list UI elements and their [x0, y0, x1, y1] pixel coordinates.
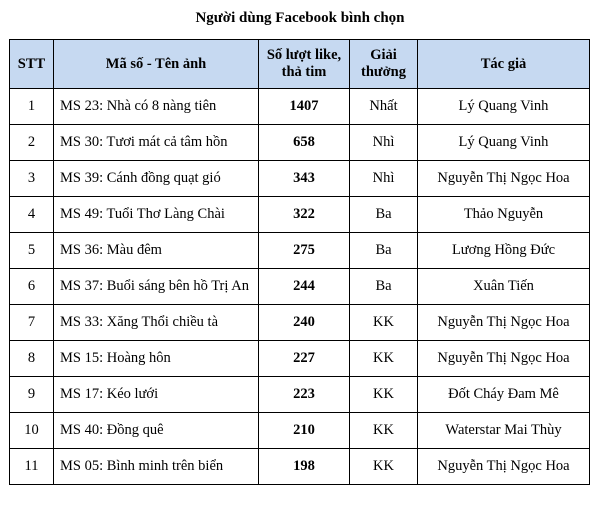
- table-row: [10, 341, 590, 377]
- cell-name: MS 17: Kéo lưới: [54, 377, 259, 413]
- cell-author: Lý Quang Vinh: [418, 89, 590, 125]
- cell-prize: KK: [350, 341, 418, 377]
- table-row: [10, 197, 590, 233]
- cell-likes: 240: [259, 305, 350, 341]
- cell-likes: 223: [259, 377, 350, 413]
- table-row: [10, 125, 590, 161]
- table-row: [10, 305, 590, 341]
- cell-name: MS 37: Buổi sáng bên hồ Trị An: [54, 269, 259, 305]
- cell-likes: 210: [259, 413, 350, 449]
- header-row: [10, 40, 590, 89]
- cell-name: MS 40: Đồng quê: [54, 413, 259, 449]
- cell-stt: 3: [10, 161, 54, 197]
- cell-prize: KK: [350, 449, 418, 485]
- cell-name: MS 33: Xăng Thổi chiều tà: [54, 305, 259, 341]
- cell-name: MS 23: Nhà có 8 nàng tiên: [54, 89, 259, 125]
- cell-likes: 658: [259, 125, 350, 161]
- cell-prize: Nhì: [350, 161, 418, 197]
- header-likes: Số lượt like, thả tim: [259, 40, 350, 89]
- cell-prize: Ba: [350, 269, 418, 305]
- cell-stt: 5: [10, 233, 54, 269]
- header-stt: STT: [10, 40, 54, 89]
- vote-results-table: [9, 39, 590, 485]
- table-row: [10, 449, 590, 485]
- cell-stt: 8: [10, 341, 54, 377]
- header-prize: Giải thưởng: [350, 40, 418, 89]
- cell-prize: KK: [350, 413, 418, 449]
- cell-prize: Ba: [350, 197, 418, 233]
- cell-prize: KK: [350, 305, 418, 341]
- cell-name: MS 36: Màu đêm: [54, 233, 259, 269]
- cell-stt: 4: [10, 197, 54, 233]
- cell-stt: 9: [10, 377, 54, 413]
- cell-author: Nguyễn Thị Ngọc Hoa: [418, 449, 590, 485]
- cell-prize: Ba: [350, 233, 418, 269]
- cell-author: Xuân Tiến: [418, 269, 590, 305]
- cell-name: MS 49: Tuổi Thơ Làng Chài: [54, 197, 259, 233]
- cell-name: MS 30: Tươi mát cả tâm hồn: [54, 125, 259, 161]
- header-author: Tác giả: [418, 40, 590, 89]
- cell-name: MS 15: Hoàng hôn: [54, 341, 259, 377]
- cell-stt: 2: [10, 125, 54, 161]
- table-row: [10, 233, 590, 269]
- cell-author: Lý Quang Vinh: [418, 125, 590, 161]
- cell-likes: 198: [259, 449, 350, 485]
- table-title: Người dùng Facebook bình chọn: [195, 10, 405, 26]
- cell-prize: Nhất: [350, 89, 418, 125]
- cell-author: Nguyễn Thị Ngọc Hoa: [418, 305, 590, 341]
- cell-stt: 7: [10, 305, 54, 341]
- cell-author: Lương Hồng Đức: [418, 233, 590, 269]
- cell-author: Đốt Cháy Đam Mê: [418, 377, 590, 413]
- cell-stt: 6: [10, 269, 54, 305]
- cell-stt: 1: [10, 89, 54, 125]
- cell-author: Thảo Nguyễn: [418, 197, 590, 233]
- cell-name: MS 39: Cánh đồng quạt gió: [54, 161, 259, 197]
- table-row: [10, 161, 590, 197]
- cell-likes: 322: [259, 197, 350, 233]
- cell-author: Nguyễn Thị Ngọc Hoa: [418, 161, 590, 197]
- table-row: [10, 269, 590, 305]
- table-body: [10, 89, 590, 485]
- cell-likes: 244: [259, 269, 350, 305]
- cell-likes: 227: [259, 341, 350, 377]
- cell-likes: 1407: [259, 89, 350, 125]
- cell-likes: 275: [259, 233, 350, 269]
- cell-prize: Nhì: [350, 125, 418, 161]
- header-name: Mã số - Tên ảnh: [54, 40, 259, 89]
- table-row: [10, 377, 590, 413]
- table-row: [10, 89, 590, 125]
- cell-likes: 343: [259, 161, 350, 197]
- table-row: [10, 413, 590, 449]
- cell-author: Waterstar Mai Thùy: [418, 413, 590, 449]
- cell-stt: 11: [10, 449, 54, 485]
- cell-stt: 10: [10, 413, 54, 449]
- cell-author: Nguyễn Thị Ngọc Hoa: [418, 341, 590, 377]
- cell-prize: KK: [350, 377, 418, 413]
- cell-name: MS 05: Bình minh trên biển: [54, 449, 259, 485]
